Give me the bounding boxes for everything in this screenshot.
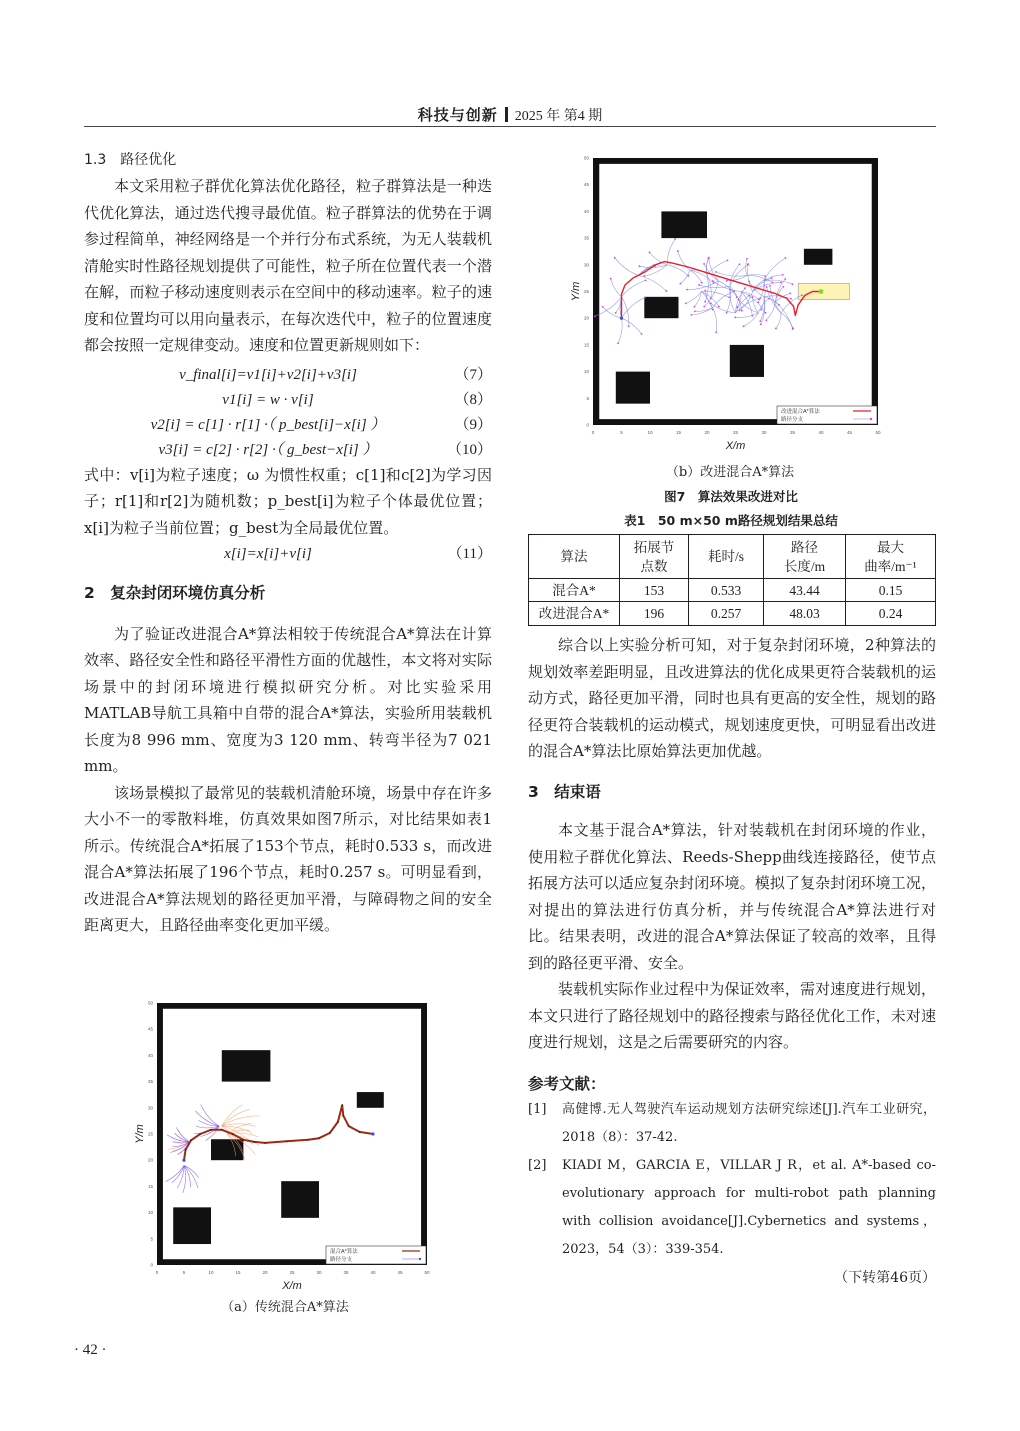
branch-node [741, 310, 743, 312]
branch-node [801, 294, 803, 296]
x-tick-label: 50 [875, 430, 881, 435]
y-tick-label: 15 [147, 1183, 153, 1189]
branch-node [698, 284, 700, 286]
branch-node [738, 299, 740, 301]
branch-node [602, 306, 604, 308]
branch-node [739, 263, 741, 265]
table-header-cell [529, 535, 620, 579]
branch-node [768, 298, 770, 300]
equation-formula: v_final[i]=v1[i]+v2[i]+v3[i] [179, 366, 357, 383]
equation-number: （10） [446, 441, 492, 458]
obstacle [222, 1050, 271, 1081]
table-cell: 0.533 [689, 579, 764, 602]
header-rule [84, 126, 936, 127]
obstacle [281, 1181, 319, 1218]
x-tick-label: 35 [789, 430, 796, 435]
y-tick-label: 45 [583, 182, 589, 188]
branch-node [765, 312, 767, 314]
branch-node [649, 251, 651, 253]
branch-node [744, 287, 746, 289]
branch-node [726, 280, 728, 282]
section-3-title: 3 结束语 [528, 782, 601, 801]
y-tick-label: 50 [583, 155, 589, 161]
table-header-cell [620, 535, 689, 579]
figure-7-title: 图7 算法效果改进对比 [664, 489, 798, 504]
table-cell: 48.03 [764, 602, 846, 626]
y-tick-label: 50 [147, 1000, 153, 1006]
branch-node [614, 257, 616, 259]
x-tick-label: 5 [182, 1270, 186, 1275]
branch-node [792, 327, 794, 329]
table-cell: 0.15 [846, 579, 936, 602]
obstacle [644, 297, 678, 318]
branch-node [743, 325, 745, 327]
legend-label-path: 混合A*算法 [330, 1249, 358, 1255]
branch-node [760, 309, 762, 311]
x-axis-label: X/m [725, 440, 746, 452]
reference-text: 高健博.无人驾驶汽车运动规划方法研究综述[J].汽车工业研究，2018（8）：37-42. [562, 1101, 936, 1145]
branch-node [691, 314, 693, 316]
equation-formula: v2[i] = c[1] · r[1] ·（ p_best[i]−x[i] ） [150, 416, 386, 433]
start-marker [182, 1159, 185, 1162]
branch-node [645, 280, 647, 282]
branch-node [628, 325, 630, 327]
branch-node [726, 312, 728, 314]
branch-node [775, 328, 777, 330]
x-tick-label: 40 [370, 1270, 376, 1275]
branch-node [765, 319, 767, 321]
branch-node [594, 315, 596, 317]
results-table [528, 534, 936, 626]
branch-node [771, 277, 773, 279]
section-1-3-title: 1.3 路径优化 [84, 152, 177, 168]
branch-node [674, 238, 676, 240]
branch-node [712, 309, 714, 311]
table-cell: 混合A* [529, 579, 620, 602]
equation-number: （7） [454, 366, 492, 383]
obstacle [357, 1092, 384, 1108]
equation-8 [84, 387, 492, 412]
obstacle [173, 1207, 211, 1244]
x-tick-label: 45 [846, 430, 853, 435]
branch-node [712, 280, 714, 282]
running-header [84, 104, 936, 126]
paragraph-conclusion: 本文基于混合A*算法，针对装载机在封闭环境的作业，使用粒子群优化算法、Reeds-Shepp曲线连接路径，使节点拓展方法可以适应复杂封闭环境。模拟了复杂封闭环境工况，对提出的算法进行仿真分析，并与传统混合A*算法进行对比。结果表明，改进的混合A*算法保证了较高的效率，且得到的路径更平滑、安全。 [528, 821, 936, 972]
y-tick-label: 0 [586, 422, 589, 428]
y-tick-label: 30 [147, 1105, 153, 1111]
equation-10 [84, 437, 492, 462]
x-tick-label: 10 [208, 1270, 214, 1275]
y-tick-label: 40 [583, 208, 589, 214]
x-tick-label: 15 [675, 430, 682, 435]
section-2-title: 2 复杂封闭环境仿真分析 [84, 584, 266, 602]
table-cell: 改进混合A* [529, 602, 620, 626]
x-tick-label: 20 [262, 1270, 268, 1275]
legend-label-branch: 路径分支 [781, 417, 804, 423]
branch-node [677, 250, 679, 252]
branch-node [615, 312, 617, 314]
branch-node [789, 293, 791, 295]
path-waypoint [337, 1121, 339, 1123]
x-tick-label: 35 [343, 1270, 349, 1275]
path-waypoint [243, 1139, 245, 1141]
branch-node [792, 283, 794, 285]
path-waypoint [341, 1104, 343, 1106]
figure-a-traditional-hybrid-astar [130, 995, 440, 1295]
equation-formula: v3[i] = c[2] · r[2] ·（ g_best−x[i] ） [158, 441, 378, 458]
branch-node [746, 258, 748, 260]
y-tick-label: 20 [583, 315, 589, 321]
path-waypoint [232, 1133, 234, 1135]
table-row [529, 579, 936, 602]
reference-number: [2] [528, 1157, 547, 1173]
reference-text: KIADI M，GARCIA E，VILLAR J R，et al. A*-based co-evolutionary approach for multi-robot path planning with collision avoidance[J].Cybernetics and systems，2023，54（3）：339-354. [562, 1157, 936, 1257]
table-cell: 0.24 [846, 602, 936, 626]
y-tick-label: 25 [583, 289, 589, 294]
branch-node [704, 301, 706, 303]
table-cell: 196 [620, 602, 689, 626]
paragraph-analysis-summary: 综合以上实验分析可知，对于复杂封闭环境，2种算法的规划效率差距明显，且改进算法的优化成果更符合装载机的运动方式，路径更加平滑，同时也具有更高的安全性，规划的路径更符合装载机的运动模式，规划速度更快，可明显看出改进的混合A*算法比原始算法更加优越。 [528, 636, 936, 760]
branch-node [764, 275, 766, 277]
branch-node [728, 296, 730, 298]
branch-node [641, 333, 643, 335]
header-path-length: 路径 长度/m [783, 539, 826, 574]
x-tick-label: 45 [397, 1270, 403, 1275]
equation-number: （11） [447, 546, 492, 562]
reference-item [528, 1152, 936, 1264]
branch-node [644, 297, 646, 299]
equation-9 [84, 412, 492, 437]
goal-marker [819, 289, 824, 294]
y-tick-label: 0 [150, 1262, 153, 1268]
x-tick-label: 30 [761, 430, 767, 435]
path-waypoint [221, 1129, 223, 1131]
x-tick-label: 0 [591, 430, 595, 435]
branch-node [772, 281, 774, 283]
branch-node [752, 296, 754, 298]
table-header-cell [689, 535, 764, 579]
x-tick-label: 25 [732, 430, 739, 435]
y-tick-label: 20 [147, 1157, 153, 1163]
branch-node [686, 289, 688, 291]
path-waypoint [253, 1141, 255, 1143]
x-tick-label: 5 [620, 430, 623, 435]
path-waypoint [199, 1133, 201, 1135]
legend-swatch-node [870, 418, 872, 420]
continued-note: （下转第46页） [834, 1269, 936, 1286]
path-waypoint [286, 1140, 288, 1142]
reference-number: [1] [528, 1101, 547, 1117]
path-waypoint [190, 1139, 192, 1141]
references-title: 参考文献： [528, 1074, 606, 1093]
y-tick-label: 5 [150, 1236, 153, 1242]
page-number: · 42 · [74, 1342, 107, 1358]
branch-node [780, 281, 782, 283]
obstacle [661, 211, 707, 238]
y-tick-label: 30 [583, 262, 589, 268]
paragraph-symbol-definitions: 式中：v[i]为粒子速度；ω 为惯性权重；c[1]和c[2]为学习因子；r[1]和r[2]为随机数；p_best[i]为粒子个体最优位置；x[i]为粒子当前位置；g_best为全局最优位置。 [84, 465, 492, 537]
y-tick-label: 45 [147, 1026, 153, 1032]
branch-node [617, 342, 619, 344]
branch-node [708, 257, 710, 259]
header-max-curvature: 最大 曲率/m⁻¹ [864, 539, 917, 574]
table-cell: 43.44 [764, 579, 846, 602]
branch-node [760, 323, 762, 325]
y-tick-label: 35 [583, 235, 589, 241]
table-cell: 0.257 [689, 602, 764, 626]
x-tick-label: 15 [235, 1270, 241, 1275]
branch-node [747, 263, 749, 265]
branch-node [610, 278, 612, 280]
branch-node [784, 278, 786, 280]
branch-node [694, 310, 696, 312]
x-tick-label: 40 [818, 430, 824, 435]
header-divider [505, 107, 508, 122]
branch-node [766, 286, 768, 288]
paragraph-experiment-setup: 为了验证改进混合A*算法相较于传统混合A*算法在计算效率、路径安全性和路径平滑性方面的优越性，本文将对实际场景中的封闭环境进行模拟研究分析。对比实验采用MATLAB导航工具箱中自带的混合A*算法，实验所用装载机长度为8 996 mm、宽度为3 120 mm、转弯半径为7 021 mm。 [84, 624, 492, 775]
y-tick-label: 15 [583, 342, 589, 348]
left-column [84, 147, 492, 939]
x-axis-label: X/m [282, 1280, 302, 1292]
path-waypoint [307, 1139, 309, 1141]
branch-node [759, 320, 761, 322]
reference-item [528, 1096, 936, 1152]
header-expanded-nodes: 拓展节 点数 [633, 539, 675, 574]
y-axis-label: Y/m [570, 281, 582, 302]
obstacle [730, 345, 764, 377]
table-1-title: 表1 50 m×50 m路径规划结果总结 [624, 513, 838, 528]
branch-node [679, 283, 681, 285]
equation-formula: x[i]=x[i]+v[i] [224, 546, 312, 562]
obstacle [804, 249, 833, 265]
goal-marker [371, 1132, 374, 1135]
path-waypoint [318, 1137, 320, 1139]
y-tick-label: 10 [147, 1210, 153, 1216]
y-tick-label: 35 [147, 1079, 153, 1085]
legend-label-path: 改进混合A*算法 [781, 409, 820, 415]
right-column [528, 632, 936, 1292]
issue-label: 2025 年 第4 期 [514, 109, 603, 124]
obstacle [616, 372, 650, 404]
equation-formula: v1[i] = w · v[i] [222, 391, 314, 408]
x-tick-label: 25 [289, 1270, 295, 1275]
path-waypoint [342, 1115, 344, 1117]
branch-node [748, 281, 750, 283]
obstacle [211, 1139, 243, 1160]
branch-node [790, 298, 792, 300]
branch-node [703, 306, 705, 308]
x-tick-label: 30 [316, 1270, 322, 1275]
y-tick-label: 25 [147, 1131, 153, 1137]
header-time: 耗时/s [707, 549, 744, 564]
path-waypoint [359, 1131, 361, 1133]
branch-node [685, 302, 687, 304]
branch-node [785, 257, 787, 259]
path-waypoint [264, 1142, 266, 1144]
figure-a-caption: （a）传统混合A*算法 [221, 1300, 349, 1315]
branch-node [715, 331, 717, 333]
path-waypoint [210, 1129, 212, 1131]
branch-node [718, 306, 720, 308]
x-tick-label: 20 [704, 430, 710, 435]
branch-node [782, 274, 784, 276]
branch-node [748, 295, 750, 297]
legend-swatch-node [419, 1258, 421, 1260]
y-tick-label: 10 [583, 369, 589, 375]
y-axis-label: Y/m [134, 1124, 146, 1144]
path-waypoint [348, 1125, 350, 1127]
header-algorithm: 算法 [560, 549, 588, 564]
branch-node [701, 282, 703, 284]
branch-node [734, 316, 736, 318]
goal-region [798, 283, 849, 299]
branch-node [643, 275, 645, 277]
branch-node [715, 271, 717, 273]
equation-number: （8） [454, 391, 492, 408]
paragraph-future-work: 装载机实际作业过程中为保证效率，需对速度进行规划，本文只进行了路径规划中的路径搜索与路径优化工作，未对速度进行规划，这是之后需要研究的内容。 [528, 980, 936, 1051]
table-header-row [529, 535, 936, 579]
branch-node [782, 286, 784, 288]
branch-node [703, 263, 705, 265]
path-waypoint [185, 1149, 187, 1151]
y-tick-label: 40 [147, 1052, 153, 1058]
branch-node [639, 265, 641, 267]
branch-node [727, 259, 729, 261]
paragraph-simulation-results: 该场景模拟了最常见的装载机清舱环境，场景中存在许多大小不一的零散料堆，仿真效果如图7所示，对比结果如表1所示。传统混合A*拓展了153个节点，耗时0.533 s，而改进混合A*算法拓展了196个节点，耗时0.257 s。可明显看到，改进混合A*算法规划的路径更加平滑，与障碍物之间的安全距离更大，且路径曲率变化更加平缓。 [84, 783, 492, 934]
equation-number: （9） [454, 416, 492, 433]
table-row [529, 602, 936, 626]
figure-b-improved-hybrid-astar [565, 150, 885, 455]
branch-node [729, 289, 731, 291]
branch-node [693, 306, 695, 308]
table-cell: 153 [620, 579, 689, 602]
start-marker [620, 317, 623, 320]
equation-7 [84, 362, 492, 387]
branch-node [665, 290, 667, 292]
paragraph-pso-intro: 本文采用粒子群优化算法优化路径，粒子群算法是一种迭代优化算法，通过迭代搜寻最优值。粒子群算法的优势在于调参过程简单，神经网络是一个并行分布式系统，为无人装载机清舱实时性路径规划提供了可能性，粒子所在位置代表一个潜在解，而粒子移动速度则表示在空间中的移动速率。粒子的速度和位置均可以用向量表示，在每次迭代中，粒子的位置速度都会按照一定规律变动。速度和位置更新规则如下： [84, 177, 492, 354]
equation-11 [84, 541, 492, 566]
path-waypoint [329, 1132, 331, 1134]
branch-node [769, 285, 771, 287]
x-tick-label: 50 [424, 1270, 430, 1275]
figure-b-caption: （b）改进混合A*算法 [665, 465, 795, 480]
legend-label-branch: 路径分支 [330, 1257, 353, 1263]
table-header-cell [764, 535, 846, 579]
table-header-cell [846, 535, 936, 579]
y-tick-label: 5 [586, 395, 589, 401]
branch-node [757, 302, 759, 304]
journal-name: 科技与创新 [417, 106, 498, 124]
branch-node [733, 290, 735, 292]
x-tick-label: 0 [155, 1270, 159, 1275]
x-tick-label: 10 [647, 430, 653, 435]
